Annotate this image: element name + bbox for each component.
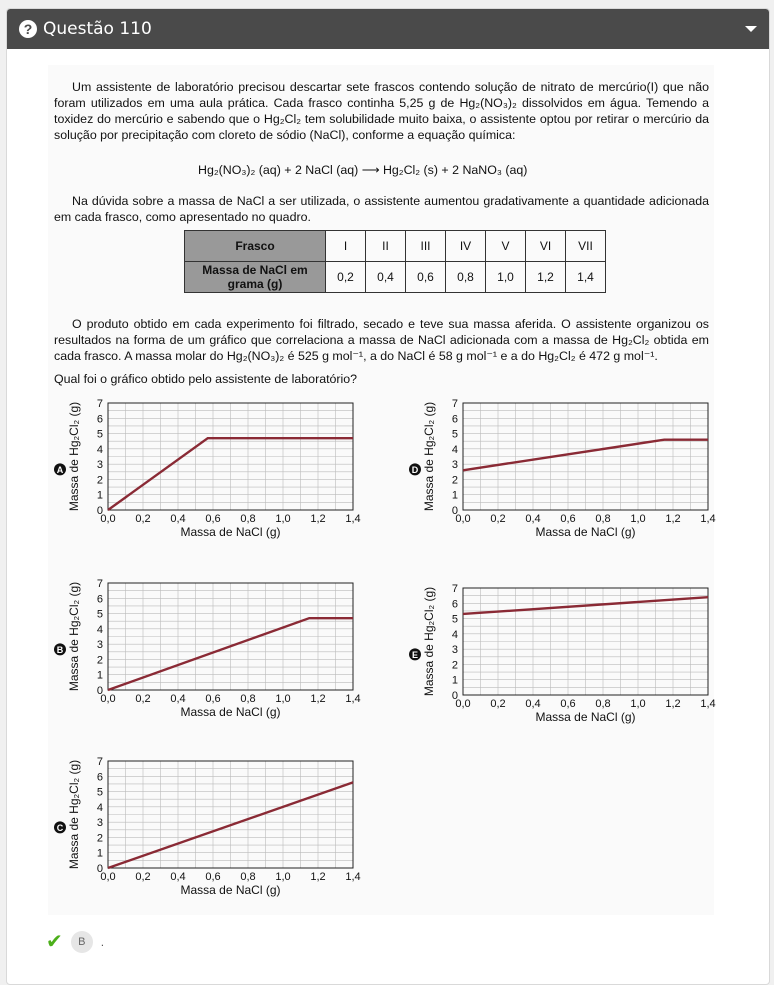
y-tick-label: 0 — [451, 690, 458, 702]
option-letter: B — [56, 644, 64, 655]
y-axis-label: Massa de Hg₂Cl₂ (g) — [422, 401, 436, 512]
y-tick-label: 1 — [96, 847, 103, 860]
table-cell: 0,8 — [446, 262, 486, 293]
y-tick-label: 2 — [96, 654, 103, 667]
x-tick-label: 0,2 — [135, 871, 151, 883]
y-tick-label: 2 — [96, 474, 103, 487]
x-tick-label: 1,4 — [700, 513, 716, 525]
y-tick-label: 7 — [451, 398, 458, 410]
y-tick-label: 2 — [451, 659, 458, 672]
x-tick-label: 0,6 — [205, 871, 221, 883]
x-tick-label: 0,6 — [560, 513, 576, 525]
y-tick-label: 6 — [96, 771, 103, 784]
x-tick-label: 0,8 — [240, 693, 256, 705]
table-cell: II — [366, 231, 406, 262]
table-cell: 0,2 — [326, 262, 366, 293]
y-tick-label: 7 — [451, 583, 458, 595]
x-tick-label: 1,2 — [665, 698, 681, 710]
y-tick-label: 6 — [96, 593, 103, 606]
x-tick-label: 1,0 — [275, 513, 291, 525]
answer-letter-badge: B — [71, 931, 93, 953]
y-tick-label: 7 — [96, 578, 103, 590]
check-icon: ✔ — [46, 931, 63, 953]
x-tick-label: 0,8 — [240, 513, 256, 525]
y-tick-label: 6 — [451, 598, 458, 611]
option-letter: E — [411, 649, 419, 660]
x-tick-label: 0,4 — [170, 871, 186, 883]
y-tick-label: 4 — [451, 628, 458, 641]
x-tick-label: 0,0 — [455, 513, 471, 525]
question-header[interactable] — [7, 9, 769, 49]
x-tick-label: 1,0 — [630, 698, 646, 710]
table-cell: 1,0 — [486, 262, 526, 293]
question-title: Questão 110 — [43, 19, 152, 39]
y-tick-label: 0 — [96, 863, 103, 875]
x-tick-label: 0,0 — [100, 513, 116, 525]
x-tick-label: 0,8 — [595, 698, 611, 710]
x-tick-label: 0,4 — [170, 693, 186, 705]
chemical-equation: Hg₂(NO₃)₂ (aq) + 2 NaCl (aq) ⟶ Hg₂Cl₂ (s) + 2 NaNO₃ (aq) — [198, 163, 528, 177]
x-axis-label: Massa de NaCl (g) — [180, 883, 281, 897]
question-circle-icon: ? — [19, 20, 37, 38]
question-paragraph-1: Um assistente de laboratório precisou descartar sete frascos contendo solução de nitrato de mercúrio(I) que não foram utilizados em uma aula prática. Cada frasco continha 5,25 g de Hg₂(NO₃)₂ dissolvidos em água. Temendo a toxidez do mercúrio e sabendo que o Hg₂Cl₂ tem solubilidade muito baixa, o assistente optou por retirar o mercúrio da solução por precipitação com cloreto de sódio (NaCl), conforme a equação química: — [54, 80, 709, 142]
y-tick-label: 3 — [96, 459, 103, 472]
y-tick-label: 1 — [451, 489, 458, 502]
y-tick-label: 6 — [96, 413, 103, 426]
y-axis-label: Massa de Hg₂Cl₂ (g) — [67, 759, 81, 870]
y-tick-label: 2 — [96, 832, 103, 845]
y-tick-label: 1 — [96, 669, 103, 682]
chart-option-a[interactable] — [48, 395, 368, 545]
y-tick-label: 4 — [96, 443, 103, 456]
table-cell: V — [486, 231, 526, 262]
table-cell: 1,2 — [526, 262, 566, 293]
answer-text: . — [100, 934, 105, 949]
y-tick-label: 7 — [96, 756, 103, 768]
y-axis-label: Massa de Hg₂Cl₂ (g) — [67, 581, 81, 692]
x-tick-label: 0,4 — [170, 513, 186, 525]
x-tick-label: 1,4 — [345, 513, 361, 525]
chart-option-d[interactable] — [403, 395, 723, 545]
y-tick-label: 3 — [451, 644, 458, 657]
x-tick-label: 0,2 — [135, 513, 151, 525]
x-axis-label: Massa de NaCl (g) — [535, 710, 636, 724]
y-tick-label: 4 — [96, 801, 103, 814]
option-letter: D — [411, 464, 419, 475]
table-cell: VII — [566, 231, 606, 262]
answer-row — [46, 929, 104, 954]
chart-option-b[interactable] — [48, 575, 368, 725]
table-cell: 1,4 — [566, 262, 606, 293]
x-tick-label: 0,4 — [525, 698, 541, 710]
x-tick-label: 0,6 — [560, 698, 576, 710]
x-tick-label: 0,2 — [490, 698, 506, 710]
table-cell: III — [406, 231, 446, 262]
x-tick-label: 0,0 — [100, 871, 116, 883]
question-body — [48, 65, 714, 915]
y-tick-label: 0 — [96, 505, 103, 517]
x-tick-label: 1,2 — [310, 513, 326, 525]
x-tick-label: 1,0 — [275, 693, 291, 705]
x-axis-label: Massa de NaCl (g) — [180, 705, 281, 719]
option-letter: C — [56, 822, 64, 833]
chart-option-e[interactable] — [403, 580, 723, 730]
y-tick-label: 7 — [96, 398, 103, 410]
y-tick-label: 3 — [451, 459, 458, 472]
y-tick-label: 0 — [96, 685, 103, 697]
y-tick-label: 2 — [451, 474, 458, 487]
y-tick-label: 4 — [451, 443, 458, 456]
y-tick-label: 5 — [96, 608, 103, 621]
x-tick-label: 1,0 — [630, 513, 646, 525]
y-tick-label: 4 — [96, 623, 103, 636]
chart-option-c[interactable] — [48, 753, 368, 903]
x-axis-label: Massa de NaCl (g) — [535, 525, 636, 539]
x-tick-label: 0,4 — [525, 513, 541, 525]
x-tick-label: 0,2 — [135, 693, 151, 705]
x-tick-label: 0,6 — [205, 693, 221, 705]
y-tick-label: 5 — [96, 786, 103, 799]
x-tick-label: 0,0 — [455, 698, 471, 710]
x-tick-label: 1,2 — [665, 513, 681, 525]
table-cell: I — [326, 231, 366, 262]
x-tick-label: 1,4 — [345, 693, 361, 705]
x-tick-label: 1,4 — [345, 871, 361, 883]
x-tick-label: 1,2 — [310, 693, 326, 705]
y-tick-label: 5 — [451, 428, 458, 441]
question-prompt: Qual foi o gráfico obtido pelo assistente de laboratório? — [54, 372, 358, 386]
table-cell: 0,6 — [406, 262, 446, 293]
table-cell: VI — [526, 231, 566, 262]
y-axis-label: Massa de Hg₂Cl₂ (g) — [67, 401, 81, 512]
y-tick-label: 5 — [96, 428, 103, 441]
y-tick-label: 6 — [451, 413, 458, 426]
x-tick-label: 1,4 — [700, 698, 716, 710]
y-tick-label: 3 — [96, 639, 103, 652]
y-tick-label: 5 — [451, 613, 458, 626]
question-paragraph-3: O produto obtido em cada experimento foi filtrado, secado e teve sua massa aferida. O assistente organizou os resultados na forma de um gráfico que correlaciona a massa de NaCl adicionada com a massa de Hg₂Cl₂ obtida em cada frasco. A massa molar do Hg₂(NO₃)₂ é 525 g mol⁻¹, a do NaCl é 58 g mol⁻¹ e a do Hg₂Cl₂ é 472 g mol⁻¹. — [54, 317, 709, 363]
table-cell: 0,4 — [366, 262, 406, 293]
y-tick-label: 0 — [451, 505, 458, 517]
y-tick-label: 1 — [451, 674, 458, 687]
table-header-massa: Massa de NaCl em grama (g) — [185, 262, 326, 293]
table-header-frasco: Frasco — [185, 231, 326, 262]
y-tick-label: 3 — [96, 817, 103, 830]
caret-down-icon[interactable] — [745, 26, 757, 32]
x-tick-label: 0,2 — [490, 513, 506, 525]
x-tick-label: 1,0 — [275, 871, 291, 883]
y-tick-label: 1 — [96, 489, 103, 502]
x-axis-label: Massa de NaCl (g) — [180, 525, 281, 539]
question-paragraph-2: Na dúvida sobre a massa de NaCl a ser utilizada, o assistente aumentou gradativamente a quantidade adicionada em cada frasco, como apresentado no quadro. — [54, 194, 709, 224]
x-tick-label: 0,0 — [100, 693, 116, 705]
x-tick-label: 0,6 — [205, 513, 221, 525]
table-cell: IV — [446, 231, 486, 262]
data-table — [184, 230, 606, 293]
x-tick-label: 1,2 — [310, 871, 326, 883]
x-tick-label: 0,8 — [595, 513, 611, 525]
y-axis-label: Massa de Hg₂Cl₂ (g) — [422, 586, 436, 697]
x-tick-label: 0,8 — [240, 871, 256, 883]
option-letter: A — [56, 464, 64, 475]
